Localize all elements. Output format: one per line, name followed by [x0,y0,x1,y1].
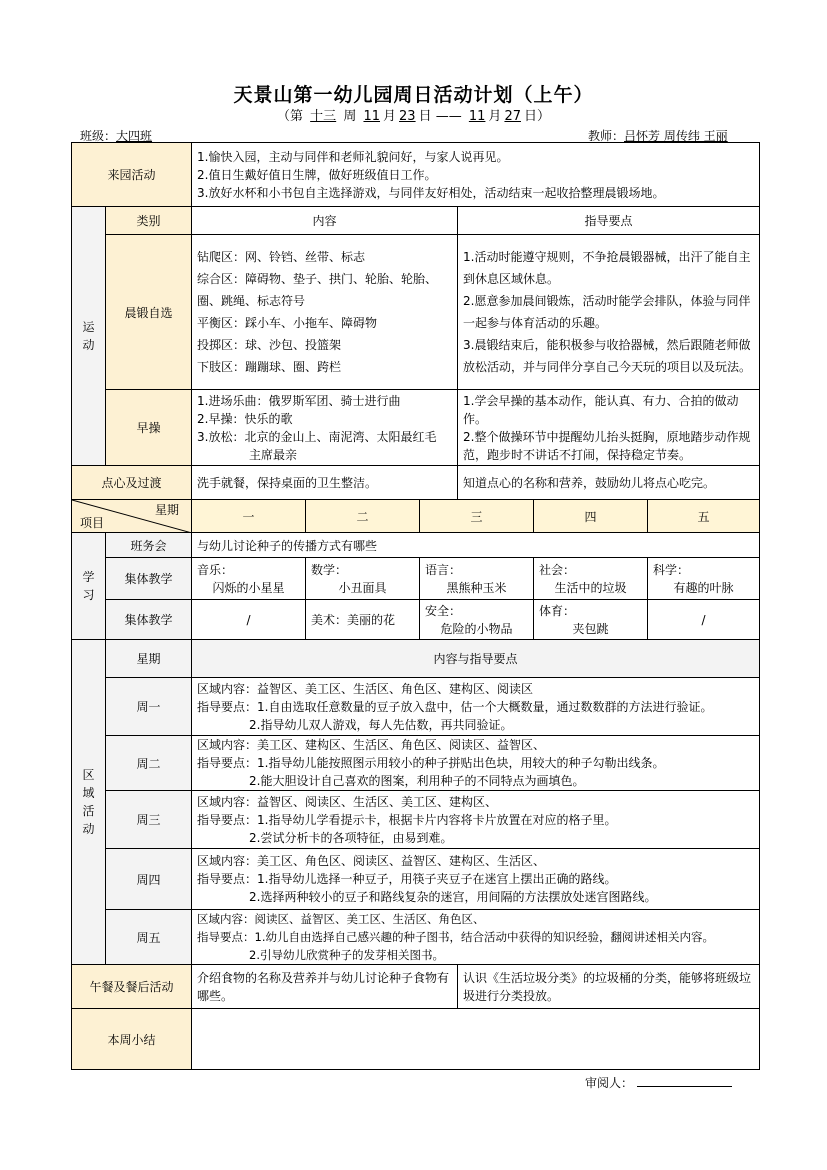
weekday-fri: 五 [648,500,760,533]
sports-content-header: 内容 [192,207,458,235]
snack-points: 知道点心的名称和营养，鼓励幼儿将点心吃完。 [458,466,760,500]
summary-row [72,1009,760,1070]
teaching-1-thu: 社会： 生活中的垃圾 [534,558,648,600]
teaching-row-1 [72,558,760,600]
teaching-2-wed: 安全： 危险的小物品 [420,600,534,640]
teaching-label-1: 集体教学 [106,558,192,600]
lunch-label: 午餐及餐后活动 [72,965,192,1009]
teaching-1-tue: 数学： 小丑面具 [306,558,420,600]
weekday-header-row [72,500,760,533]
end-day-unit: 日） [523,109,550,124]
snack-content: 洗手就餐，保持桌面的卫生整洁。 [192,466,458,500]
teaching-row-2 [72,600,760,640]
teaching-2-thu: 体育： 夹包跳 [534,600,648,640]
start-month-unit: 月 [383,109,397,124]
arrival-row [72,143,760,207]
teaching-label-2: 集体教学 [106,600,192,640]
sports-label: 运 动 [72,207,106,466]
area-day-row [72,736,760,791]
teaching-1-mon: 音乐： 闪烁的小星星 [192,558,306,600]
diag-item-label: 项目 [80,516,105,530]
start-day: 23 [399,109,416,124]
teaching-2-tue: 美术：美丽的花 [306,600,420,640]
lunch-points: 认识《生活垃圾分类》的垃圾桶的分类，能够将班级垃圾进行分类投放。 [458,965,760,1009]
area-day-label: 周三 [106,791,192,849]
week-item-diagonal-cell [72,500,192,533]
weekly-plan-table [71,142,760,1070]
date-dash: —— [435,109,462,124]
class-meeting-row [72,533,760,558]
week-range [0,105,827,124]
start-month: 11 [363,109,381,124]
morning-drill-content: 1.进场乐曲：俄罗斯军团、骑士进行曲 2.早操：快乐的歌 3.放松：北京的金山上、南泥湾、太阳最红毛 主席最亲 [192,390,458,466]
reviewer-blank [637,1074,732,1087]
area-day-row [72,849,760,910]
area-day-row [72,678,760,736]
teacher-value: 吕怀芳 周传纬 王丽 [624,129,728,143]
morning-exercise-points: 1.活动时能遵守规则，不争抢晨锻器械，出汗了能自主到休息区域休息。 2.愿意参加晨间锻炼，活动时能学会排队，体验与同伴一起参与体育活动的乐趣。 3.晨锻结束后，能积极参与收拾器械，然后跟随老师做放松活动，并与同伴分享自己今天玩的项目以及玩法。 [458,235,760,390]
weekday-tue: 二 [306,500,420,533]
class-label: 班级： [80,129,117,143]
morning-drill-points: 1.学会早操的基本动作，能认真、有力、合拍的做动作。 2.整个做操环节中提醒幼儿抬头挺胸，原地踏步动作规范，跑步时不讲话不打闹，保持稳定节奏。 [458,390,760,466]
area-day-content: 区域内容：美工区、建构区、生活区、角色区、阅读区、益智区、 指导要点：1.指导幼儿能按照图示用较小的种子拼贴出色块，用较大的种子勾勒出线条。 2.能大胆设计自己喜欢的图案，利用种子的不同特点为画填色。 [192,736,760,791]
arrival-content: 1.愉快入园，主动与同伴和老师礼貌问好，与家人说再见。 2.值日生戴好值日生牌，做好班级值日工作。 3.放好水杯和小书包自主选择游戏，与同伴友好相处，活动结束一起收拾整理晨锻场地。 [192,143,760,207]
end-month-unit: 月 [488,109,502,124]
end-day: 27 [504,109,521,124]
class-meeting-label: 班务会 [106,533,192,558]
class-value: 大四班 [116,129,153,143]
week-number: 十三 [310,109,337,124]
lunch-content: 介绍食物的名称及营养并与幼儿讨论种子食物有哪些。 [192,965,458,1009]
area-day-content: 区域内容：益智区、美工区、生活区、角色区、建构区、阅读区 指导要点：1.自由选取任意数量的豆子放入盘中，估一个大概数量，通过数数群的方法进行验证。 2.指导幼儿双人游戏，每人先估数，再共同验证。 [192,678,760,736]
week-word: 周 [343,109,357,124]
summary-content [192,1009,760,1070]
start-day-unit: 日 [418,109,432,124]
teacher-label: 教师： [588,129,625,143]
area-day-content: 区域内容：益智区、阅读区、生活区、美工区、建构区、 指导要点：1.指导幼儿学看提示卡，根据卡片内容将卡片放置在对应的格子里。 2.尝试分析卡的各项特征，由易到难。 [192,791,760,849]
weekday-mon: 一 [192,500,306,533]
teaching-1-fri: 科学： 有趣的叶脉 [648,558,760,600]
page-title: 天景山第一幼儿园周日活动计划（上午） [233,84,594,106]
snack-label: 点心及过渡 [72,466,192,500]
area-day-content: 区域内容：美工区、角色区、阅读区、益智区、建构区、生活区、 指导要点：1.指导幼儿选择一种豆子，用筷子夹豆子在迷宫上摆出正确的路线。 2.选择两种较小的豆子和路线复杂的迷宫，用间隔的方法摆放处迷宫图路线。 [192,849,760,910]
sports-type-header: 类别 [106,207,192,235]
summary-label: 本周小结 [72,1009,192,1070]
snack-row [72,466,760,500]
teaching-2-fri: / [648,600,760,640]
area-day-row [72,910,760,965]
diag-week-label: 星期 [155,503,180,517]
week-prefix: （第 [277,109,304,124]
reviewer-line [585,1074,732,1091]
area-week-header: 星期 [106,640,192,678]
area-label: 区 域 活 动 [72,640,106,965]
area-day-label: 周四 [106,849,192,910]
area-content-header: 内容与指导要点 [192,640,760,678]
morning-drill-row [72,390,760,466]
area-day-label: 周五 [106,910,192,965]
end-month: 11 [468,109,486,124]
teaching-2-mon: / [192,600,306,640]
morning-exercise-content: 钻爬区：网、铃铛、丝带、标志 综合区：障碍物、垫子、拱门、轮胎、轮胎、 圈、跳绳、标志符号 平衡区：踩小车、小拖车、障碍物 投掷区：球、沙包、投篮架 下肢区：蹦蹦球、圈、跨栏 [192,235,458,390]
area-day-content: 区域内容：阅读区、益智区、美工区、生活区、角色区、 指导要点：1.幼儿自由选择自己感兴趣的种子图书，结合活动中获得的知识经验，翻阅讲述相关内容。 2.引导幼儿欣赏种子的发芽相关图书。 [192,910,760,965]
arrival-label: 来园活动 [72,143,192,207]
area-day-label: 周一 [106,678,192,736]
morning-exercise-row [72,235,760,390]
study-label: 学 习 [72,533,106,640]
area-header-row [72,640,760,678]
morning-drill-label: 早操 [106,390,192,466]
sports-points-header: 指导要点 [458,207,760,235]
class-meeting-content: 与幼儿讨论种子的传播方式有哪些 [192,533,760,558]
teaching-1-wed: 语言： 黑熊种玉米 [420,558,534,600]
morning-exercise-label: 晨锻自选 [106,235,192,390]
area-day-row [72,791,760,849]
reviewer-label: 审阅人： [585,1076,634,1090]
weekday-wed: 三 [420,500,534,533]
weekday-thu: 四 [534,500,648,533]
lunch-row [72,965,760,1009]
area-day-label: 周二 [106,736,192,791]
sports-header-row [72,207,760,235]
